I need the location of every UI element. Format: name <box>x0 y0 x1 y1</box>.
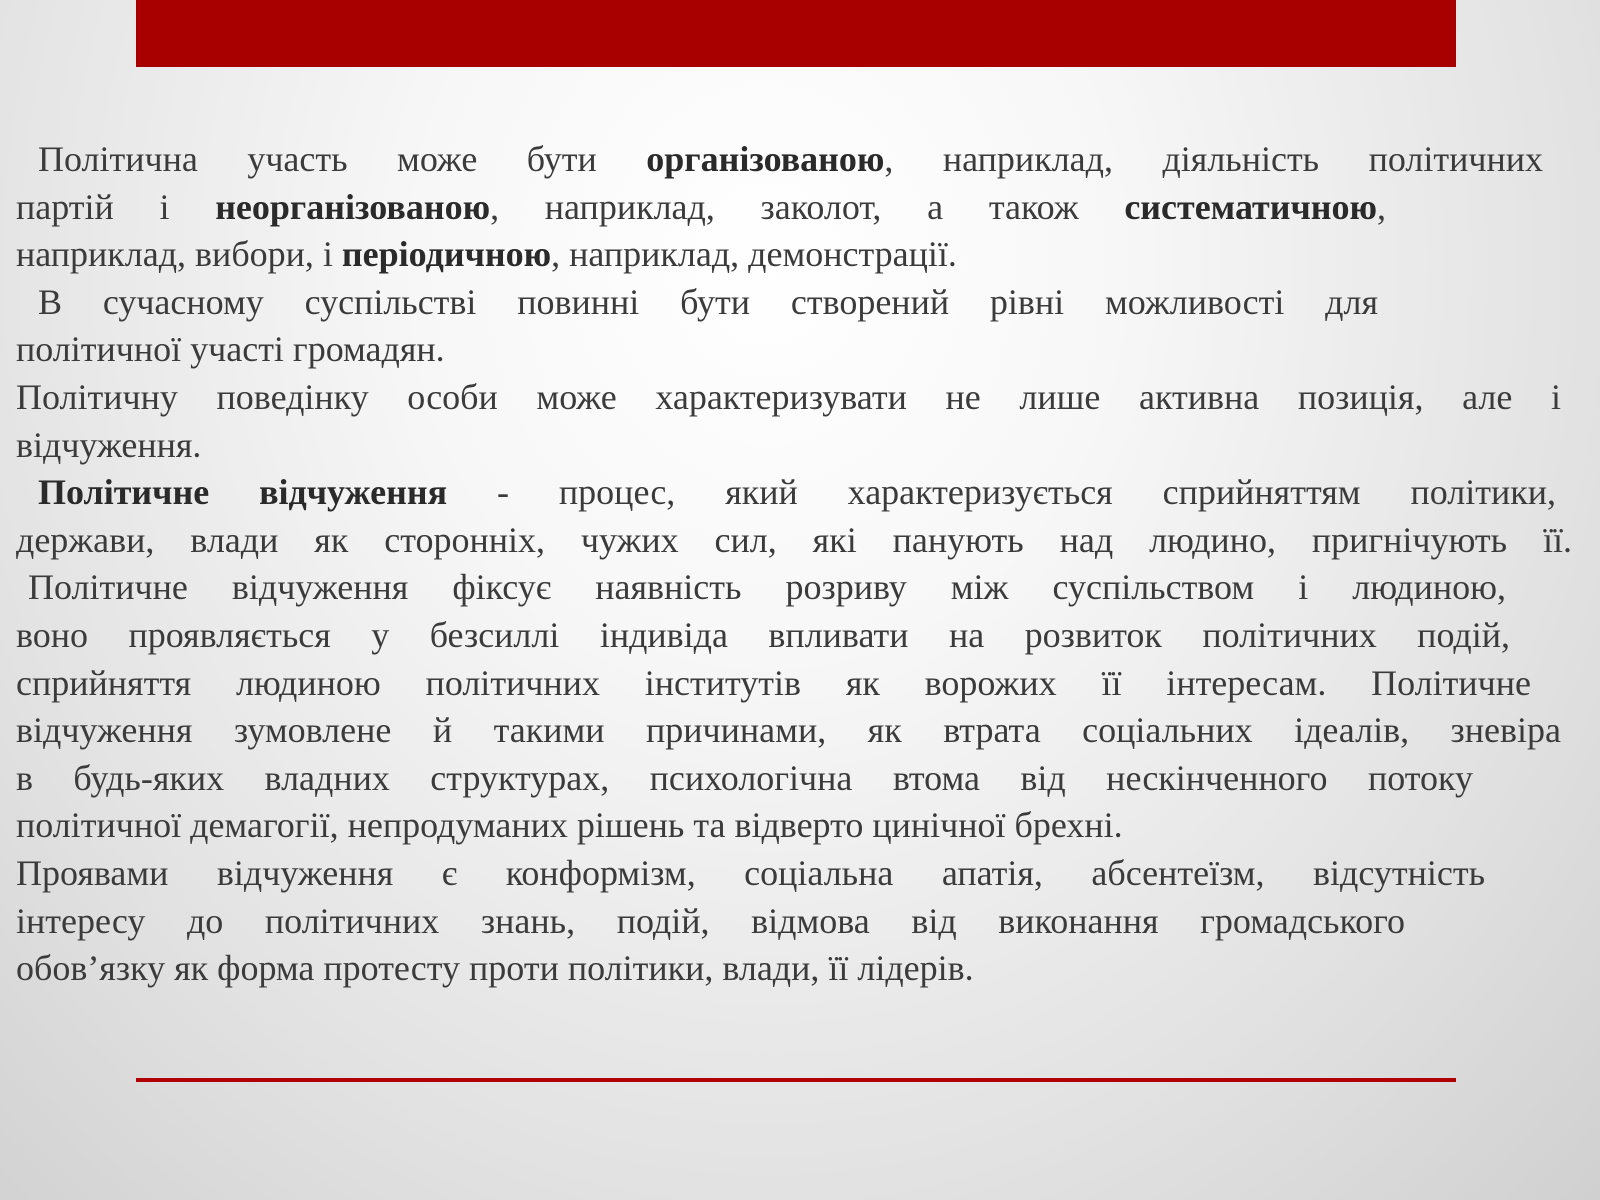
top-accent-bar <box>136 0 1456 67</box>
paragraph-2-line-1: В сучасному суспільстві повинні бути створений рівні можливості для <box>38 281 1378 322</box>
paragraph-1-line-3 <box>16 231 1586 279</box>
paragraph-3-line-2: відчуження. <box>16 424 202 465</box>
bold-term-periodic: періодичною <box>341 234 552 275</box>
paragraph-6-line-1: Проявами відчуження є конформізм, соціальна апатія, абсентеїзм, відсутність <box>16 852 1485 893</box>
slide-text-body <box>16 136 1586 993</box>
bold-term-organized: організованою <box>646 139 885 179</box>
text-run: партій і <box>16 186 216 227</box>
text-run: - процес, який характеризується сприйняттям політики, <box>447 472 1556 513</box>
paragraph-1-line-2 <box>16 184 1386 232</box>
text-run: , наприклад, діяльність політичних <box>884 139 1543 179</box>
paragraph-5-line-5: в будь-яких владних структурах, психологічна втома від нескінченного потоку <box>16 757 1473 798</box>
paragraph-5-line-6: політичної демагогії, непродуманих рішень та відверто цинічної брехні. <box>16 805 1123 846</box>
paragraph-1-line-1 <box>16 136 1543 184</box>
bold-term-systematic: систематичною <box>1124 186 1377 227</box>
paragraph-5-line-4: відчуження зумовлене й такими причинами, як втрата соціальних ідеалів, зневіра <box>16 710 1561 751</box>
bold-term-unorganized: неорганізованою <box>215 186 491 227</box>
paragraph-6-line-2: інтересу до політичних знань, подій, відмова від виконання громадського <box>16 900 1405 941</box>
text-run: Політична участь може бути <box>38 139 647 179</box>
text-run: наприклад, вибори, і <box>16 234 342 275</box>
bold-term-political-alienation: Політичне відчуження <box>38 472 448 513</box>
text-run: , наприклад, демонстрації. <box>551 234 957 275</box>
bottom-accent-line <box>136 1078 1456 1082</box>
paragraph-5-line-3: сприйняття людиною політичних інститутів як ворожих її інтересам. Політичне <box>16 662 1531 703</box>
paragraph-4-line-2: держави, влади як сторонніх, чужих сил, які панують над людино, пригнічують її. <box>16 519 1572 560</box>
paragraph-6-line-3: обов’язку як форма протесту проти політики, влади, її лідерів. <box>16 948 974 989</box>
text-run: , <box>1377 186 1386 227</box>
text-run: , наприклад, заколот, а також <box>490 186 1125 227</box>
paragraph-2-line-2: політичної участі громадян. <box>16 329 445 370</box>
paragraph-3-line-1: Політичну поведінку особи може характеризувати не лише активна позиція, але і <box>16 376 1561 417</box>
paragraph-5-line-2: воно проявляється у безсиллі індивіда впливати на розвиток політичних подій, <box>16 614 1510 655</box>
paragraph-5-line-1: Політичне відчуження фіксує наявність розриву між суспільством і людиною, <box>28 567 1506 608</box>
paragraph-4-line-1 <box>16 469 1556 517</box>
